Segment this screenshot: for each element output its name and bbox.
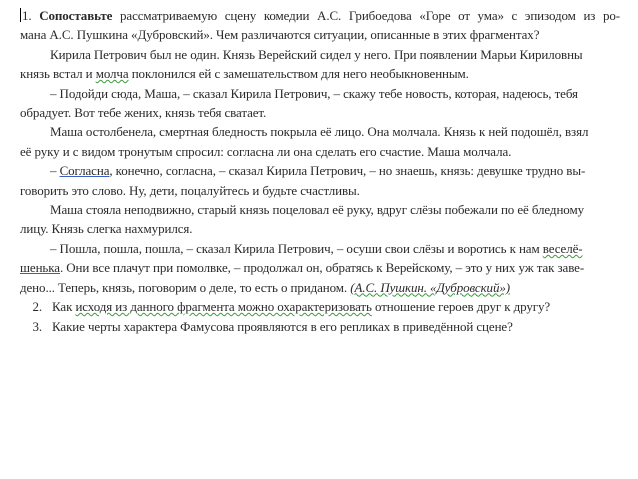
underlined-word: молча — [95, 66, 129, 82]
task-number: 1. — [22, 8, 32, 23]
question-text: отношение героев друг к другу? — [374, 299, 551, 315]
task-1-line-2 — [20, 25, 620, 44]
excerpt-line-2 — [20, 64, 620, 83]
excerpt-line-5 — [20, 122, 620, 141]
task-line-1: рассматриваемую сцену комедии А.С. Грибоедова «Горе от ума» с эпизодом из ро- — [120, 8, 620, 23]
excerpt-text: Маша стояла неподвижно, старый князь поцеловал её руку, вдруг слёзы побежали по её бледному — [50, 202, 584, 218]
excerpt-text: , конечно, согласна, – сказал Кирила Петрович, – но знаешь, князь: девушке трудно вы- — [109, 163, 586, 179]
excerpt-text: Маша остолбенела, смертная бледность покрыла её лицо. Она молчала. Князь к ней подошёл, взял — [50, 124, 589, 140]
task-line-2: мана А.С. Пушкина «Дубровский». Чем различаются ситуации, описанные в этих фрагментах? — [20, 27, 540, 43]
excerpt-text: дено... Теперь, князь, поговорим о деле, то есть о приданом. — [20, 279, 348, 295]
question-text: Какие черты характера Фамусова проявляются в его репликах в приведённой сцене? — [52, 318, 513, 334]
source-citation: (А.С. Пушкин. «Дубровский») — [350, 279, 510, 295]
excerpt-line-11 — [20, 239, 620, 258]
task-title: Сопоставьте — [39, 8, 113, 23]
underlined-word: веселё- — [542, 240, 583, 256]
task-1-line-1 — [20, 6, 620, 25]
excerpt-text: Кирила Петрович был не один. Князь Верейский сидел у него. При появлении Марьи Кириловны — [50, 46, 583, 62]
text-cursor — [20, 8, 21, 22]
underlined-phrase: исходя из данного фрагмента можно охарактеризовать — [75, 299, 372, 315]
excerpt-text: – Подойди сюда, Маша, – сказал Кирила Петрович, – скажу тебе новость, которая, надеюсь, тебя — [50, 85, 578, 101]
excerpt-line-13 — [20, 278, 620, 297]
excerpt-line-4 — [20, 103, 620, 122]
excerpt-line-8 — [20, 181, 620, 200]
question-text: Как — [52, 299, 73, 315]
excerpt-line-6 — [20, 142, 620, 161]
excerpt-line-10 — [20, 219, 620, 238]
excerpt-text: обрадует. Вот тебе жених, князь тебя сватает. — [20, 105, 267, 121]
question-2 — [20, 297, 620, 316]
text-block — [20, 6, 620, 336]
excerpt-text: лицу. Князь слегка нахмурился. — [20, 221, 193, 237]
excerpt-text: поклонился ей с замешательством для него необыкновенным. — [131, 66, 469, 82]
excerpt-text: говорить это слово. Ну, дети, поцалуйтесь и будьте счастливы. — [20, 182, 360, 198]
question-number: 3. — [32, 318, 42, 334]
excerpt-line-1 — [20, 45, 620, 64]
excerpt-text: её руку и с видом тронутым спросил: согласна ли она сделать его счастие. Маша молчала. — [20, 143, 512, 159]
excerpt-text: . Они все плачут при помолвке, – продолжал он, обратясь к Верейскому, – это у них уж так заве- — [59, 260, 585, 276]
underlined-word: Согласна — [59, 163, 110, 179]
excerpt-line-3 — [20, 84, 620, 103]
excerpt-text: – Пошла, пошла, пошла, – сказал Кирила Петрович, – осуши свои слёзы и воротись к нам — [50, 240, 540, 256]
excerpt-text: – — [50, 163, 57, 179]
question-number: 2. — [32, 299, 42, 315]
underlined-word: шенька — [20, 260, 60, 276]
excerpt-text: князь встал и — [20, 66, 93, 82]
excerpt-line-9 — [20, 200, 620, 219]
question-3 — [20, 317, 620, 336]
excerpt-line-7 — [20, 161, 620, 180]
excerpt-line-12 — [20, 258, 620, 277]
